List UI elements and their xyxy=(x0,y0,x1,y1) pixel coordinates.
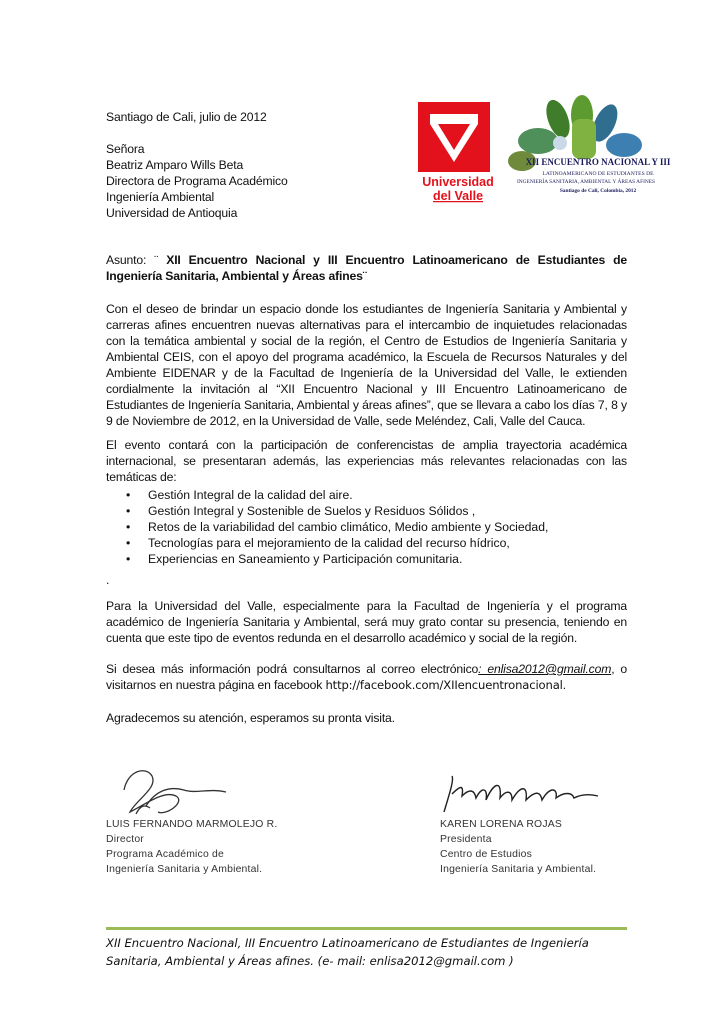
topics-list xyxy=(106,487,627,567)
recipient-department: Ingeniería Ambiental xyxy=(106,190,215,204)
event-logo-text-1: XII ENCUENTRO NACIONAL Y III xyxy=(525,157,671,167)
signatory-right xyxy=(440,817,596,877)
email-link[interactable]: : enlisa2012@gmail.com xyxy=(478,662,612,676)
event-logo xyxy=(502,97,671,213)
contact-intro: Si desea más información podrá consultarnos al correo electrónico xyxy=(106,662,479,676)
subject-line xyxy=(106,252,627,284)
topic-text: Retos de la variabilidad del cambio climático, Medio ambiente y Sociedad, xyxy=(148,520,549,534)
signature-left-stroke xyxy=(124,771,226,814)
contact-end: . xyxy=(562,678,566,692)
list-item xyxy=(106,487,627,503)
topic-text: Gestión Integral de la calidad del aire. xyxy=(148,488,353,502)
recipient-block xyxy=(106,141,288,221)
signatory-right-center: Centro de Estudios xyxy=(440,849,532,860)
signatory-left-name: LUIS FERNANDO MARMOLEJO R. xyxy=(106,819,278,830)
signatory-left-department: Ingeniería Sanitaria y Ambiental. xyxy=(106,864,263,875)
univalle-logo-text-1: Universidad xyxy=(422,175,494,189)
topic-text: Tecnologías para el mejoramiento de la calidad del recurso hídrico, xyxy=(148,536,510,550)
paragraph-contact xyxy=(106,661,627,693)
signature-right-stroke xyxy=(444,776,598,812)
univalle-logo xyxy=(416,100,500,208)
contact-middle: , o visitarnos en nuestra página en facebook xyxy=(106,662,627,692)
univalle-logo-text-2: del Valle xyxy=(432,189,484,203)
letter-date: Santiago de Cali, julio de 2012 xyxy=(106,110,267,124)
topic-text: Experiencias en Saneamiento y Participación comunitaria. xyxy=(148,552,463,566)
event-logo-leaf-4 xyxy=(518,128,558,154)
facebook-link[interactable]: http://facebook.com/XIIencuentronacional xyxy=(325,678,563,692)
signatory-left-role: Director xyxy=(106,834,144,845)
signatory-right-name: KAREN LORENA ROJAS xyxy=(440,819,562,830)
bullet-icon: • xyxy=(126,520,131,534)
signature-left xyxy=(106,760,306,820)
bullet-icon: • xyxy=(126,536,131,550)
signatory-left xyxy=(106,817,277,877)
page-footer: XII Encuentro Nacional, III Encuentro Latinoamericano de Estudiantes de Ingeniería Sanitaria, Ambiental y Áreas afines. (e- mail: enlisa2012@gmail.com ) xyxy=(106,936,589,968)
event-logo-center xyxy=(572,119,596,159)
event-logo-text-4: Santiago de Cali, Colombia, 2012 xyxy=(559,188,637,194)
signatory-right-department: Ingeniería Sanitaria y Ambiental. xyxy=(440,864,597,875)
topic-text: Gestión Integral y Sostenible de Suelos y Residuos Sólidos , xyxy=(148,504,476,518)
stray-mark: . xyxy=(106,573,110,587)
subject-text: XII Encuentro Nacional y III Encuentro Latinoamericano de Estudiantes de Ingeniería Sanitaria, Ambiental y Áreas afines¨ xyxy=(106,253,627,283)
list-item xyxy=(106,503,627,519)
event-logo-leaf-5 xyxy=(606,133,642,157)
bullet-icon: • xyxy=(126,552,131,566)
subject-label: Asunto: ¨ xyxy=(106,253,159,267)
closing-line: Agradecemos su atención, esperamos su pronta visita. xyxy=(106,711,395,725)
footer-rule xyxy=(106,927,627,930)
signature-right xyxy=(440,772,610,818)
event-logo-text-3: INGENIERÍA SANITARIA, AMBIENTAL Y ÁREAS AFINES xyxy=(516,179,656,185)
recipient-title: Directora de Programa Académico xyxy=(106,174,288,188)
paragraph-event: El evento contará con la participación de conferencistas de amplia trayectoria académica internacional, se presentaran además, las experiencias más relevantes relacionadas con las temáticas de: xyxy=(106,438,627,484)
list-item xyxy=(106,535,627,551)
recipient-name: Beatriz Amparo Wills Beta xyxy=(106,158,244,172)
bullet-icon: • xyxy=(126,488,131,502)
signatory-right-role: Presidenta xyxy=(440,834,492,845)
signatory-left-program: Programa Académico de xyxy=(106,849,224,860)
list-item xyxy=(106,551,627,567)
event-logo-text-2: LATINOAMERICANO DE ESTUDIANTES DE xyxy=(542,171,654,177)
recipient-salutation: Señora xyxy=(106,142,145,156)
bullet-icon: • xyxy=(126,504,131,518)
recipient-institution: Universidad de Antioquia xyxy=(106,206,238,220)
event-logo-globe xyxy=(553,136,567,150)
paragraph-univalle: Para la Universidad del Valle, especialmente para la Facultad de Ingeniería y el programa académico de Ingeniería Sanitaria y Ambiental, será muy grato contar su presencia, teniendo en cuenta que este tipo de eventos redunda en el desarrollo académico y social de la región. xyxy=(106,599,627,645)
paragraph-intro: Con el deseo de brindar un espacio donde los estudiantes de Ingeniería Sanitaria y Ambiental y carreras afines encuentren nuevas alternativas para el intercambio de inquietudes relacionadas con la temática ambiental y social de la región, el Centro de Estudios de Ingeniería Sanitaria y Ambiental CEIS, con el apoyo del programa académico, la Escuela de Recursos Naturales y del Ambiente EIDENAR y de la Facultad de Ingeniería de la Universidad del Valle, le extienden cordialmente la invitación al “XII Encuentro Nacional y III Encuentro Latinoamericano de Estudiantes de Ingeniería Sanitaria, Ambiental y áreas afines”, que se llevara a cabo los días 7, 8 y 9 de Noviembre de 2012, en la Universidad de Valle, sede Meléndez, Cali, Valle del Cauca. xyxy=(106,302,627,428)
list-item xyxy=(106,519,627,535)
